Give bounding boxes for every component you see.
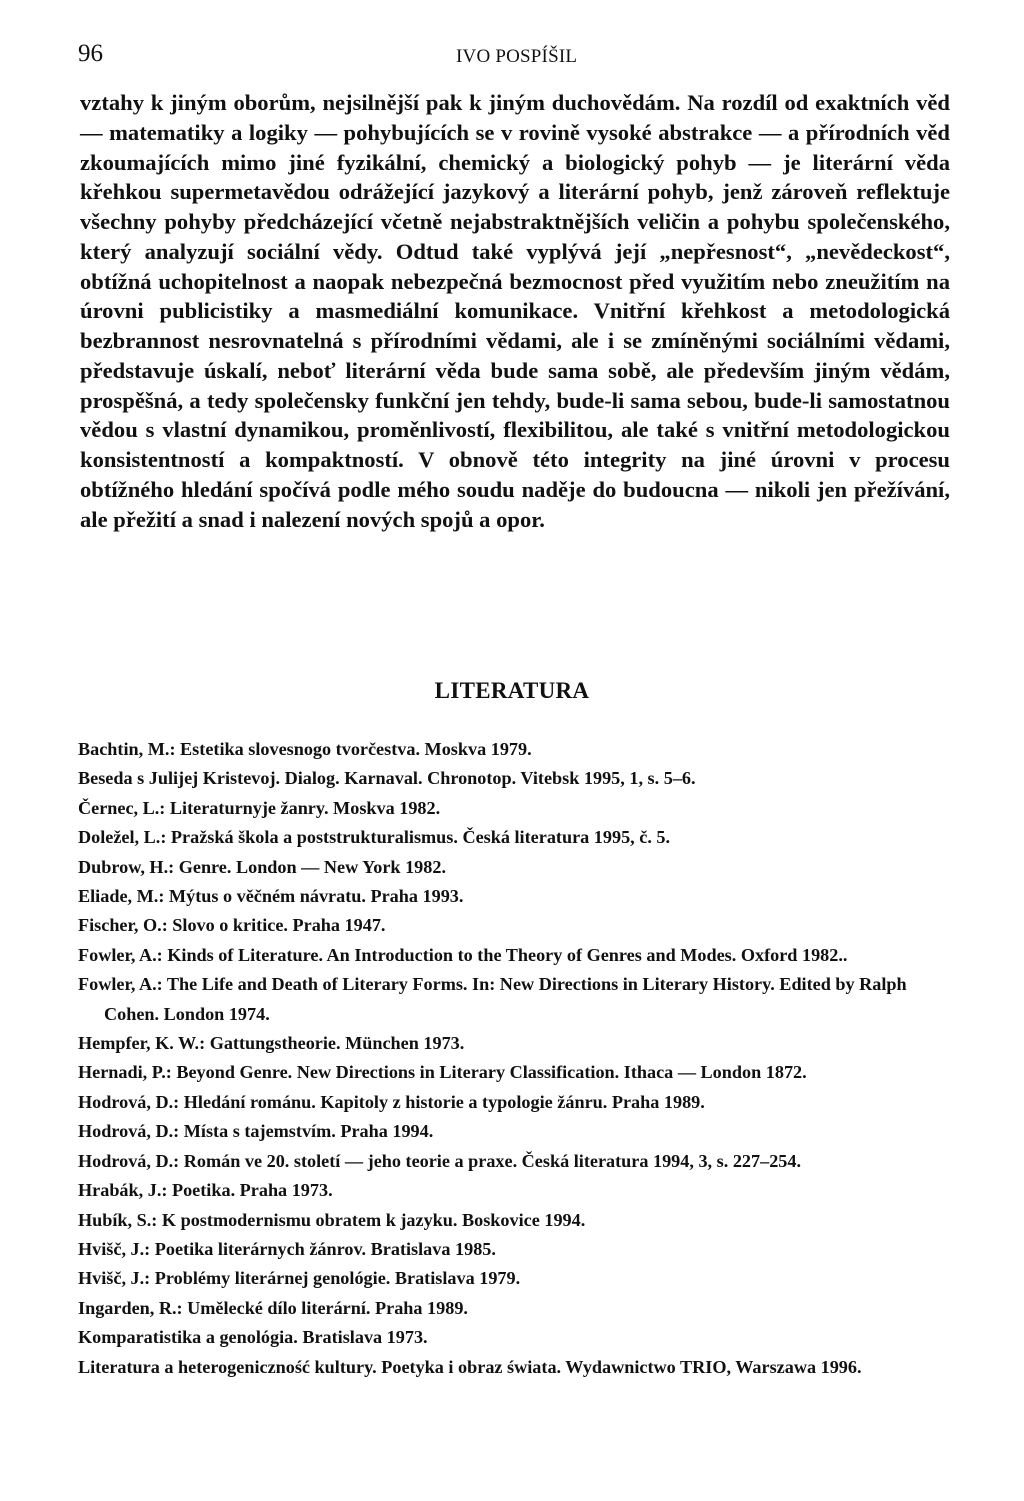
reference-item: Ingarden, R.: Umělecké dílo literární. Praha 1989. xyxy=(78,1297,468,1318)
reference-item: Hempfer, K. W.: Gattungstheorie. München 1973. xyxy=(78,1033,465,1054)
reference-item: Bachtin, M.: Estetika slovesnogo tvorčestva. Moskva 1979. xyxy=(78,739,532,759)
reference-item: Eliade, M.: Mýtus o věčném návratu. Praha 1993. xyxy=(78,886,464,907)
reference-item: Dubrow, H.: Genre. London — New York 1982. xyxy=(78,856,446,877)
reference-item: Hvišč, J.: Poetika literárnych žánrov. Bratislava 1985. xyxy=(78,1238,496,1259)
reference-item: Hrabák, J.: Poetika. Praha 1973. xyxy=(78,1180,333,1201)
running-head: IVO POSPÍŠIL xyxy=(456,46,578,67)
reference-item: Hvišč, J.: Problémy literárnej genológie. Bratislava 1979. xyxy=(78,1268,521,1289)
reference-item: Hubík, S.: K postmodernismu obratem k jazyku. Boskovice 1994. xyxy=(78,1209,586,1230)
reference-item: Hodrová, D.: Místa s tajemstvím. Praha 1994. xyxy=(78,1121,434,1142)
literature-heading: LITERATURA xyxy=(434,678,590,703)
reference-list xyxy=(78,735,950,1382)
page-number: 96 xyxy=(78,40,103,67)
reference-item: Fowler, A.: The Life and Death of Literary Forms. In: New Directions in Literary History. Edited by Ralph Cohen. London 1974. xyxy=(78,974,907,1024)
reference-item: Hernadi, P.: Beyond Genre. New Directions in Literary Classification. Ithaca — London 1872. xyxy=(78,1062,807,1083)
reference-item: Černec, L.: Literaturnyje žanry. Moskva 1982. xyxy=(78,797,441,818)
reference-item: Hodrová, D.: Román ve 20. století — jeho teorie a praxe. Česká literatura 1994, 3, s. 227–254. xyxy=(78,1150,802,1171)
body-paragraph: vztahy k jiným oborům, nejsilnější pak k jiným duchovědám. Na rozdíl od exaktních věd — matematiky a logiky — pohybujících se v rovině vysoké abstrakce — a přírodních věd zkoumajících mimo jiné fyzikální, chemický a biologický pohyb — je literární věda křehkou supermetavědou odrážející jazykový a literární pohyb, jenž zároveň reflektuje všechny pohyby předcházející včetně nejabstraktnějších veličin a pohybu společenského, který analyzují sociální vědy. Odtud také vyplývá její „nepřesnost“, „nevědeckost“, obtížná uchopitelnost a naopak nebezpečná bezmocnost před využitím nebo zneužitím na úrovni publicistiky a masmediální komunikace. Vnitřní křehkost a metodologická bezbrannost nesrovnatelná s přírodními vědami, ale i se zmíněnými sociálními vědami, představuje úskalí, neboť literární věda bude sama sobě, ale především jiným vědám, prospěšná, a tedy společensky funkční jen tehdy, bude-li sama sebou, bude-li samostatnou vědou s vlastní dynamikou, proměnlivostí, flexibilitou, ale také s vnitřní metodologickou konsistentností a kompaktností. V obnově této integrity na jiné úrovni v procesu obtížného hledání spočívá podle mého soudu naděje do budoucna — nikoli jen přežívání, ale přežití a snad i nalezení nových spojů a opor. xyxy=(80,90,950,532)
reference-item: Literatura a heterogeniczność kultury. Poetyka i obraz świata. Wydawnictwo TRIO, Warszawa 1996. xyxy=(78,1356,862,1377)
reference-item: Doležel, L.: Pražská škola a poststrukturalismus. Česká literatura 1995, č. 5. xyxy=(78,827,671,848)
reference-item: Fowler, A.: Kinds of Literature. An Introduction to the Theory of Genres and Modes. Oxford 1982.. xyxy=(78,944,848,965)
page-header xyxy=(78,40,948,72)
reference-item: Fischer, O.: Slovo o kritice. Praha 1947. xyxy=(78,915,386,936)
reference-item: Hodrová, D.: Hledání románu. Kapitoly z historie a typologie žánru. Praha 1989. xyxy=(78,1091,705,1112)
reference-item: Komparatistika a genológia. Bratislava 1973. xyxy=(78,1327,428,1348)
reference-item: Beseda s Julijej Kristevoj. Dialog. Karnaval. Chronotop. Vitebsk 1995, 1, s. 5–6. xyxy=(78,768,696,789)
